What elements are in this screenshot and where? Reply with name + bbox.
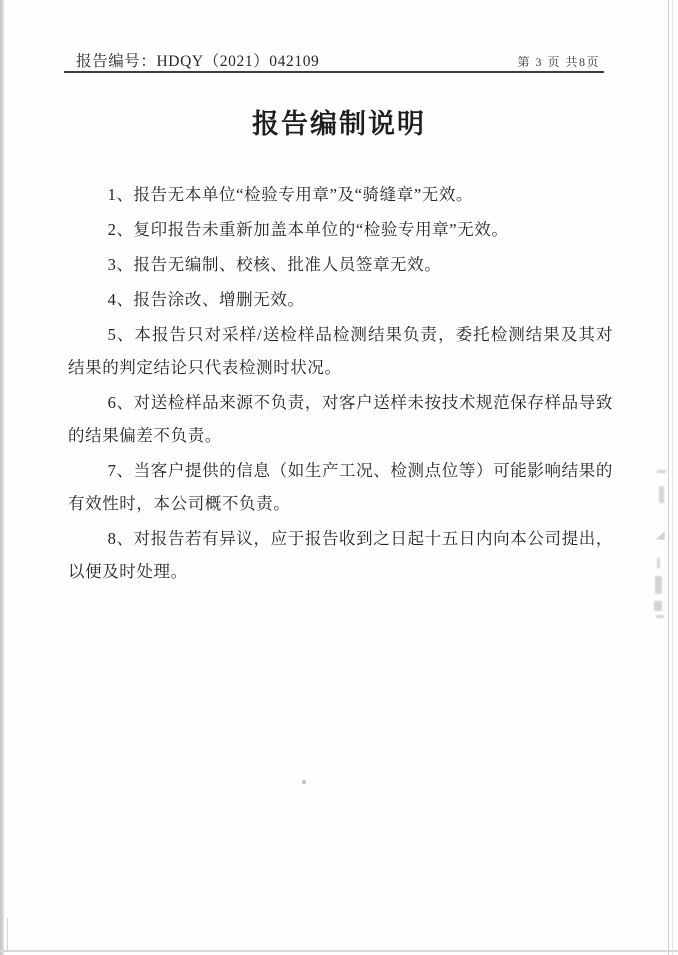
report-number-label: 报告编号： [76, 53, 157, 70]
notes-section [68, 178, 613, 590]
note-item-6: 6、对送检样品来源不负责，对客户送样未按技术规范保存样品导致的结果偏差不负责。 [68, 393, 613, 445]
note-item-2: 2、复印报告未重新加盖本单位的“检验专用章”无效。 [107, 220, 509, 239]
bleed-through-mark [657, 558, 660, 568]
bleed-through-mark [656, 615, 664, 618]
scan-edge-left [0, 0, 4, 955]
scan-speck [302, 780, 306, 784]
note-item-7: 7、当客户提供的信息（如生产工况、检测点位等）可能影响结果的有效性时，本公司概不负责。 [68, 461, 613, 513]
note-item-5: 5、本报告只对采样/送检样品检测结果负责，委托检测结果及其对结果的判定结论只代表检测时状况。 [68, 325, 613, 377]
report-number-value: HDQY（2021）042109 [156, 53, 320, 70]
note-item-8: 8、对报告若有异议，应于报告收到之日起十五日内向本公司提出，以便及时处理。 [68, 529, 613, 581]
page-indicator: 第 3 页 共8页 [517, 55, 600, 69]
scan-edge-left-inner [7, 918, 8, 952]
scan-edge-right-outer [672, 0, 673, 955]
bleed-through-mark [657, 470, 666, 473]
scan-edge-right [668, 0, 669, 955]
scan-edge-bottom [0, 950, 678, 952]
bleed-through-mark [659, 486, 664, 503]
page-title: 报告编制说明 [252, 109, 426, 139]
header-rule [64, 71, 604, 73]
note-item-4: 4、报告涂改、增删无效。 [107, 290, 305, 309]
report-number [76, 49, 319, 71]
bleed-through-mark [655, 576, 662, 594]
note-item-1: 1、报告无本单位“检验专用章”及“骑缝章”无效。 [107, 185, 474, 204]
bleed-through-mark [655, 531, 665, 540]
note-item-3: 3、报告无编制、校核、批准人员签章无效。 [107, 255, 442, 274]
bleed-through-mark [654, 601, 662, 611]
